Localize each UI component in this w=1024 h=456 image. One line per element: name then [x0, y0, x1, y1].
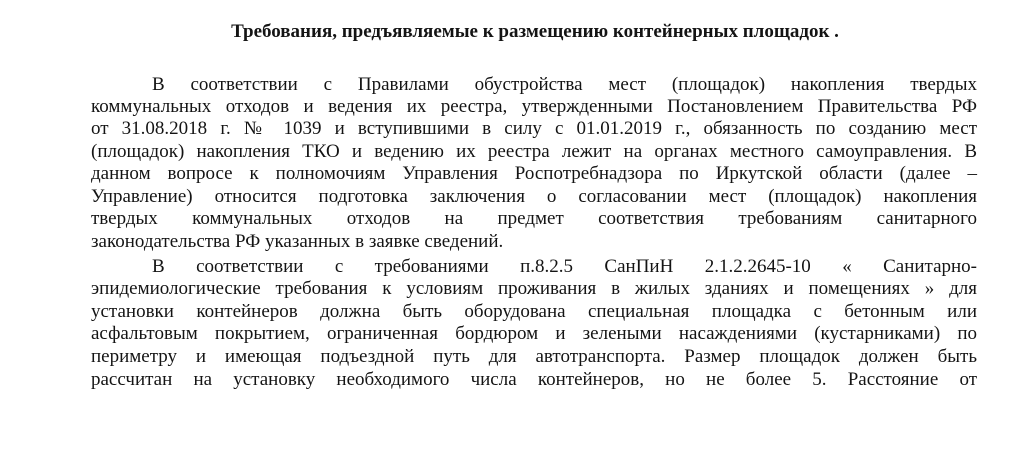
- document-title: Требования, предъявляемые к размещению контейнерных площадок .: [231, 21, 839, 42]
- paragraph-2-line-1: В соответствии с требованиями п.8.2.5 СанПиН 2.1.2.2645-10 « Санитарно-: [152, 256, 977, 277]
- paragraph-2-line-3: установки контейнеров должна быть оборудована специальная площадка с бетонным или: [91, 301, 977, 322]
- paragraph-1-line-5: данном вопросе к полномочиям Управления Роспотребнадзора по Иркутской области (далее –: [91, 163, 977, 184]
- paragraph-1-line-8: законодательства РФ указанных в заявке сведений.: [91, 231, 504, 252]
- paragraph-2-line-2: эпидемиологические требования к условиям проживания в жилых зданиях и помещениях » для: [91, 278, 977, 299]
- paragraph-1-line-4: (площадок) накопления ТКО и ведению их реестра лежит на органах местного самоуправления. В: [91, 141, 977, 162]
- paragraph-1-line-1: В соответствии с Правилами обустройства мест (площадок) накопления твердых: [152, 74, 977, 95]
- paragraph-1-line-6: Управление) относится подготовка заключения о согласовании мест (площадок) накопления: [91, 186, 977, 207]
- paragraph-1-line-7: твердых коммунальных отходов на предмет соответствия требованиям санитарного: [91, 208, 977, 229]
- paragraph-1-line-3: от 31.08.2018 г. № 1039 и вступившими в силу с 01.01.2019 г., обязанность по созданию мест: [91, 118, 977, 139]
- paragraph-2-line-6: рассчитан на установку необходимого числа контейнеров, но не более 5. Расстояние от: [91, 369, 977, 390]
- paragraph-1-line-2: коммунальных отходов и ведения их реестра, утвержденными Постановлением Правительства РФ: [91, 96, 977, 117]
- paragraph-2-line-4: асфальтовым покрытием, ограниченная бордюром и зелеными насаждениями (кустарниками) по: [91, 323, 977, 344]
- paragraph-2-line-5: периметру и имеющая подъездной путь для автотранспорта. Размер площадок должен быть: [91, 346, 977, 367]
